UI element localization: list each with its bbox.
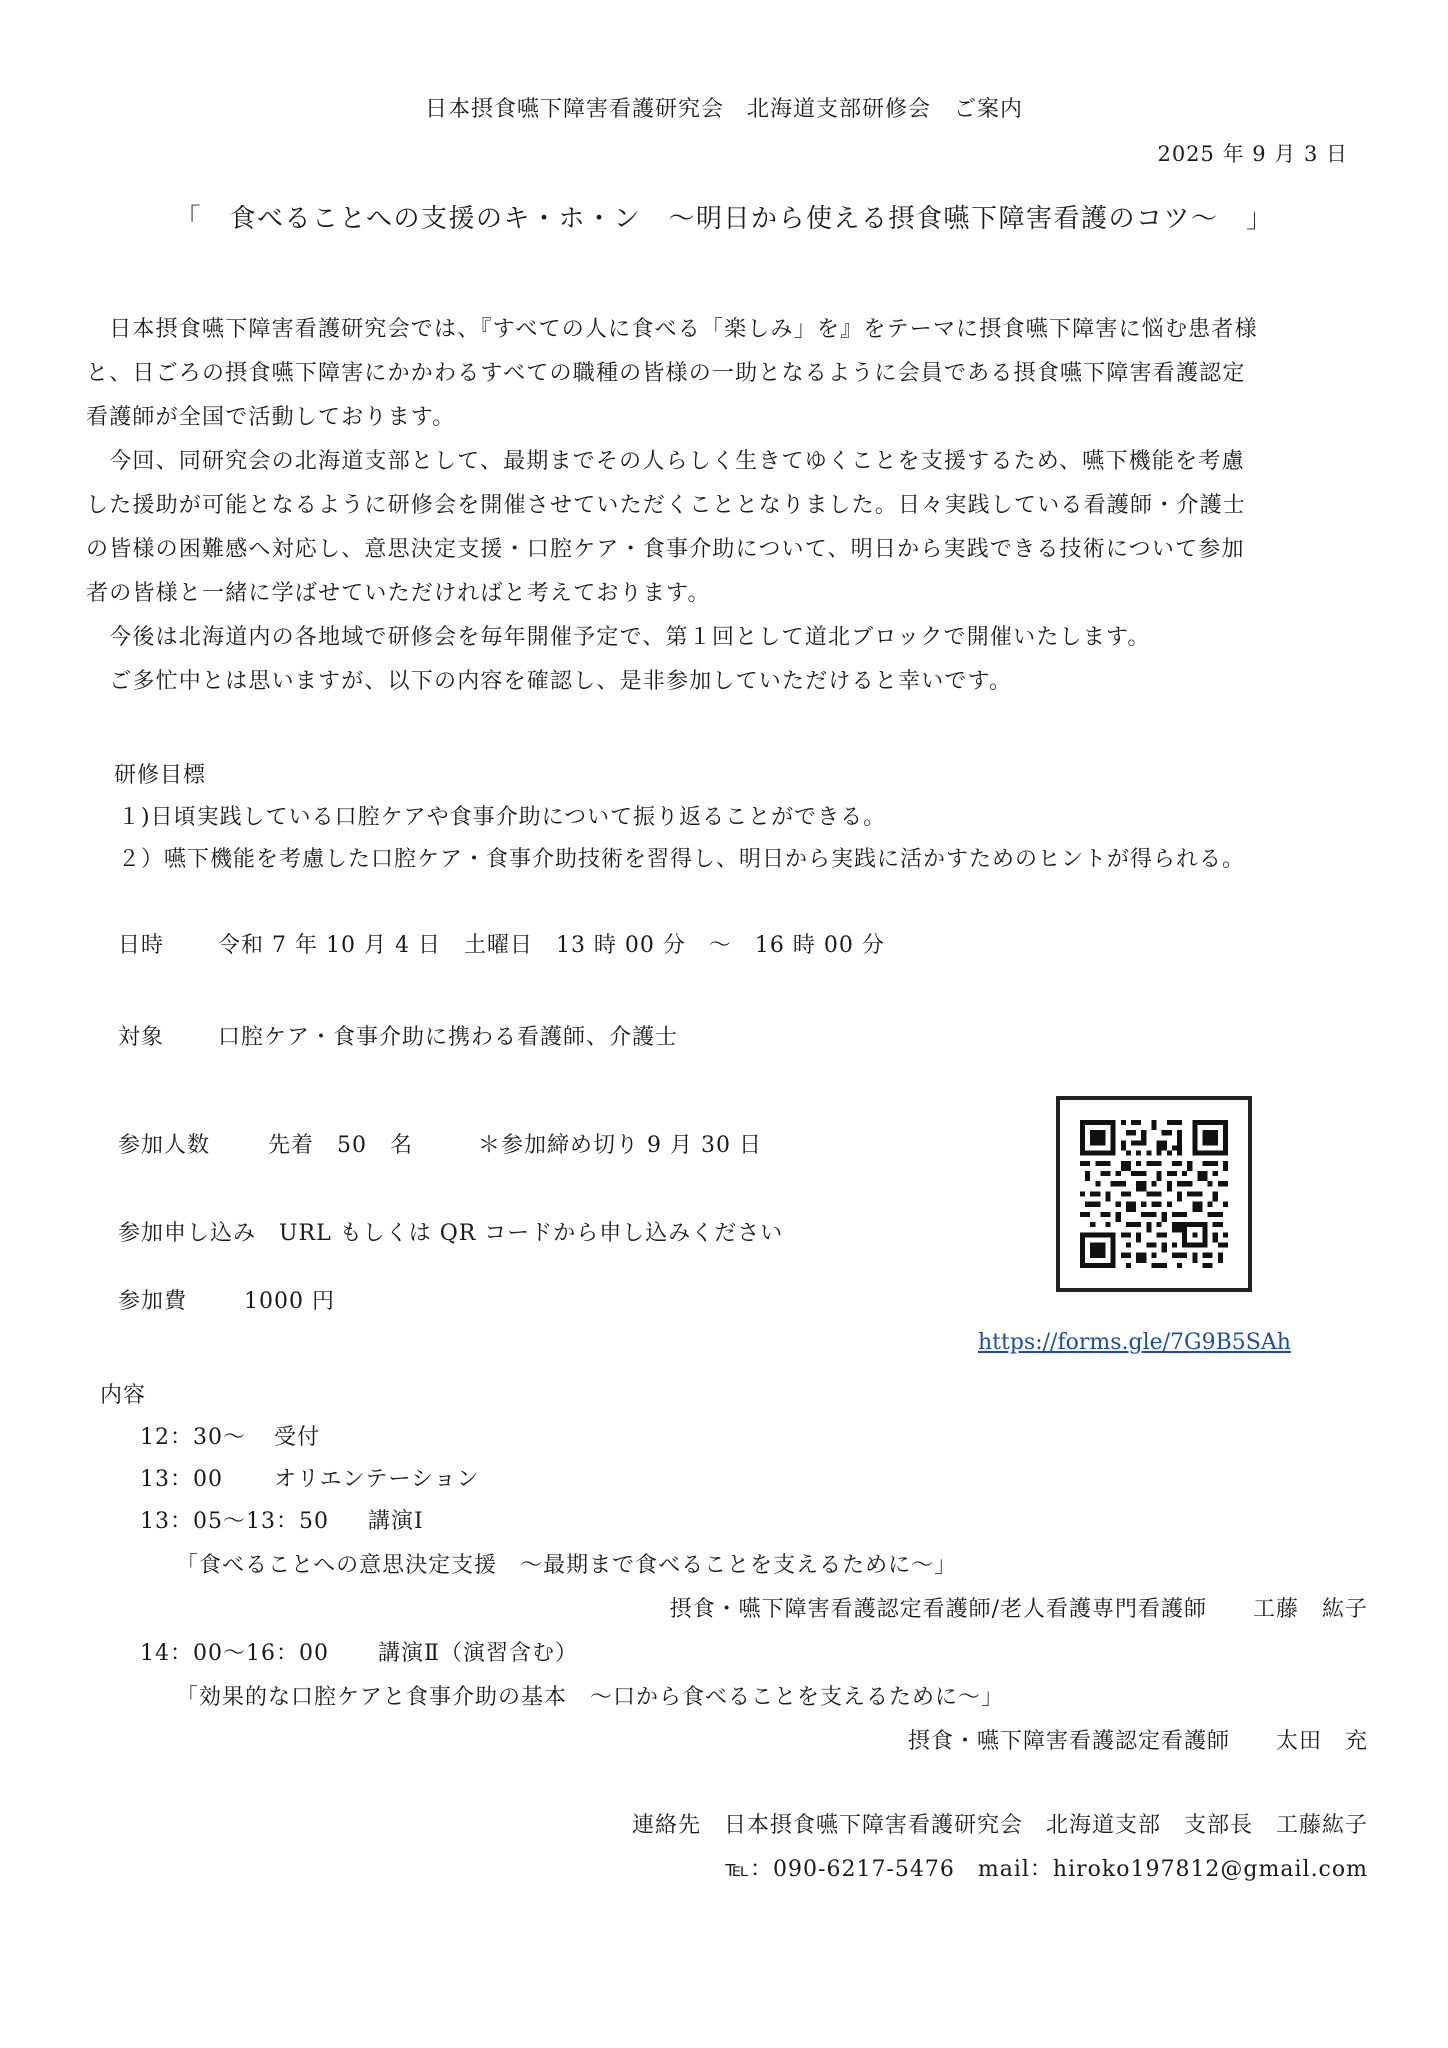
- intro-line: ご多忙中とは思いますが、以下の内容を確認し、是非参加していただけると幸いです。: [86, 669, 1013, 694]
- session-time: 13：05～13：50: [140, 1509, 329, 1534]
- qr-code[interactable]: [1056, 1096, 1252, 1292]
- document-date: 2025 年 9 月 3 日: [1157, 142, 1348, 166]
- datetime-value: 令和 7 年 10 月 4 日 土曜日 13 時 00 分 ～ 16 時 00 分: [218, 933, 885, 958]
- intro-line: 日本摂食嚥下障害看護研究会では、『すべての人に食べる「楽しみ」を』をテーマに摂食嚥下障害に悩む患者様: [86, 317, 1258, 342]
- lecture1-speaker: 摂食・嚥下障害看護認定看護師/老人看護専門看護師 工藤 紘子: [669, 1597, 1368, 1622]
- session-title: オリエンテーション: [274, 1467, 480, 1492]
- contact-info: 連絡先 日本摂食嚥下障害看護研究会 北海道支部 支部長 工藤紘子: [631, 1813, 1368, 1838]
- contact-tel-mail: ℡：090-6217-5476 mail：hiroko197812@gmail.com: [725, 1857, 1368, 1882]
- apply-instruction: 参加申し込み URL もしくは QR コードから申し込みください: [118, 1221, 784, 1246]
- intro-line: の皆様の困難感へ対応し、意思決定支援・口腔ケア・食事介助について、明日から実践できる技術について参加: [86, 537, 1245, 562]
- main-title: 「 食べることへの支援のキ・ホ・ン ～明日から使える摂食嚥下障害看護のコツ～ 」: [174, 204, 1274, 234]
- target-value: 口腔ケア・食事介助に携わる看護師、介護士: [218, 1025, 679, 1050]
- capacity-label: 参加人数: [118, 1133, 211, 1158]
- header-title: 日本摂食嚥下障害看護研究会 北海道支部研修会 ご案内: [424, 97, 1023, 122]
- qr-code-icon: [1080, 1120, 1228, 1268]
- lecture2-subtitle: 「効果的な口腔ケアと食事介助の基本 ～口から食べることを支えるために～」: [176, 1685, 1005, 1710]
- intro-text: [86, 308, 1368, 704]
- intro-line: 今回、同研究会の北海道支部として、最期までその人らしく生きてゆくことを支援するため、嚥下機能を考慮: [86, 449, 1245, 474]
- session-time: 12：30～: [140, 1425, 246, 1450]
- session-time: 13：00: [140, 1467, 223, 1492]
- lecture1-subtitle: 「食べることへの意思決定支援 ～最期まで食べることを支えるために～」: [176, 1553, 958, 1578]
- datetime-label: 日時: [118, 933, 165, 958]
- registration-url-link[interactable]: https://forms.gle/7G9B5SAh: [978, 1330, 1291, 1355]
- lecture2-speaker: 摂食・嚥下障害看護認定看護師 太田 充: [907, 1729, 1368, 1754]
- capacity-value: 先着 50 名: [268, 1133, 413, 1158]
- fee-value: 1000 円: [244, 1289, 335, 1314]
- session-title: 講演Ⅱ（演習含む）: [378, 1641, 578, 1666]
- session-time: 14：00～16：00: [140, 1641, 329, 1666]
- goals-heading: 研修目標: [114, 763, 207, 788]
- intro-line: 者の皆様と一緒に学ばせていただければと考えております。: [86, 581, 711, 606]
- goal-item-2: ２）嚥下機能を考慮した口腔ケア・食事介助技術を習得し、明日から実践に活かすためのヒントが得られる。: [118, 847, 1246, 872]
- contents-heading: 内容: [100, 1383, 147, 1408]
- goal-item-1: １)日頃実践している口腔ケアや食事介助について振り返ることができる。: [118, 805, 887, 830]
- intro-line: した援助が可能となるように研修会を開催させていただくこととなりました。日々実践している看護師・介護士: [86, 493, 1247, 518]
- session-title: 講演Ⅰ: [368, 1509, 424, 1534]
- intro-line: 看護師が全国で活動しております。: [86, 405, 456, 430]
- target-label: 対象: [118, 1025, 165, 1050]
- intro-line: と、日ごろの摂食嚥下障害にかかわるすべての職種の皆様の一助となるように会員である摂食嚥下障害看護認定: [86, 361, 1246, 386]
- intro-line: 今後は北海道内の各地域で研修会を毎年開催予定で、第１回として道北ブロックで開催いたします。: [86, 625, 1151, 650]
- deadline-note: ＊参加締め切り 9 月 30 日: [478, 1133, 762, 1158]
- fee-label: 参加費: [118, 1289, 188, 1314]
- session-title: 受付: [274, 1425, 321, 1450]
